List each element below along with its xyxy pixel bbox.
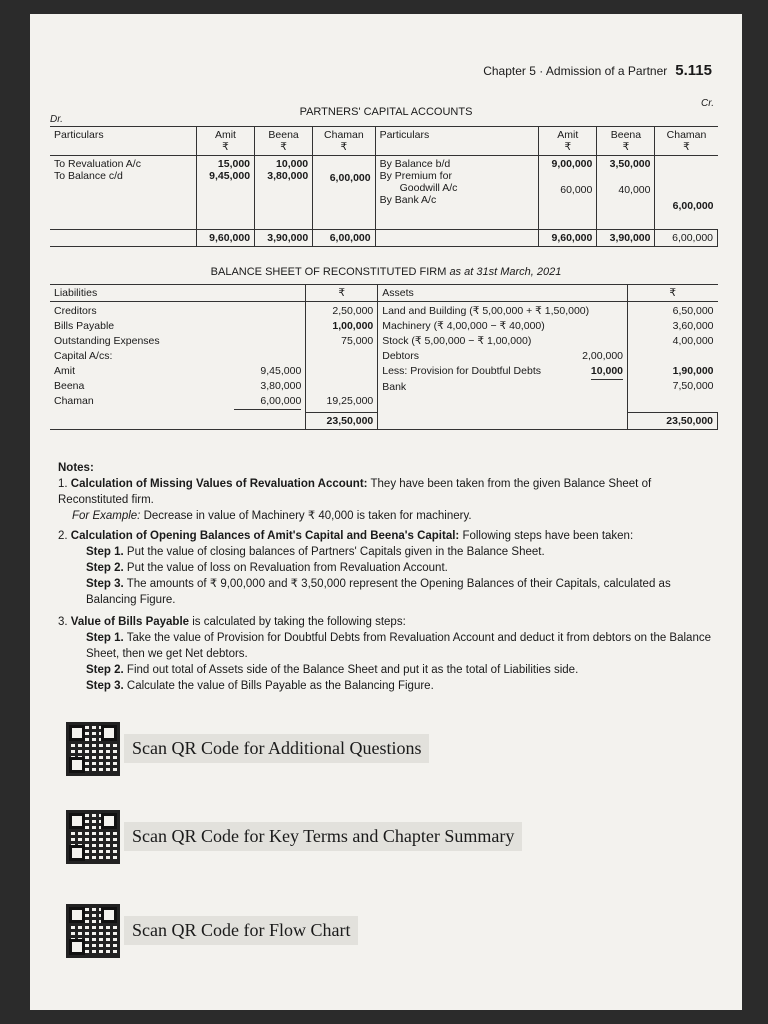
rupee-symbol: ₹ [622, 141, 630, 153]
assets-rupee-header: ₹ [628, 285, 718, 302]
liabilities-rupee-header: ₹ [306, 285, 378, 302]
capital-beena-label: Beena [54, 380, 85, 392]
machinery-amount: 3,60,000 [672, 320, 714, 332]
page-number: 5.115 [675, 62, 712, 79]
bank-label: Bank [382, 381, 407, 393]
balance-sheet-title-text: BALANCE SHEET OF RECONSTITUTED FIRM [210, 266, 447, 278]
creditors-amount: 2,50,000 [332, 305, 374, 317]
step-label: Step 1. [86, 546, 124, 558]
qr-label-flow-chart: Scan QR Code for Flow Chart [124, 916, 358, 945]
note-3-step [58, 678, 718, 694]
balance-sheet-date: as at 31st March, 2021 [449, 266, 562, 278]
cr-amount: 3,50,000 [609, 158, 651, 170]
cr-row-label: By Bank A/c [379, 194, 437, 206]
note-3-step [58, 630, 718, 662]
land-building-label: Land and Building (₹ 5,00,000 + ₹ 1,50,000) [382, 305, 590, 317]
dr-amit-header: Amit [214, 129, 236, 141]
cr-amount: 40,000 [618, 184, 651, 196]
outstanding-expenses-amount: 75,000 [341, 335, 374, 347]
rupee-symbol: ₹ [564, 141, 572, 153]
note-1-text: They have been taken from the given Balance Sheet of Reconstituted firm. [58, 478, 652, 506]
creditors-label: Creditors [54, 305, 97, 317]
step-label: Step 3. [86, 578, 124, 590]
capital-amit-label: Amit [54, 365, 75, 377]
step-label: Step 2. [86, 664, 124, 676]
cr-particulars-header: Particulars [379, 129, 430, 141]
note-2-heading: Calculation of Opening Balances of Amit's Capital and Beena's Capital: [70, 530, 460, 542]
machinery-label: Machinery (₹ 4,00,000 − ₹ 40,000) [382, 320, 545, 332]
assets-header: Assets [378, 285, 628, 302]
note-3-step [58, 662, 718, 678]
step-text: Take the value of Provision for Doubtful Debts from Revaluation Account and deduct it from debtors on the Balance Sheet, then we get Net debtors. [86, 632, 711, 660]
cr-amount: 9,00,000 [551, 158, 593, 170]
dr-amount: 10,000 [276, 158, 309, 170]
dr-particulars-header: Particulars [54, 129, 104, 141]
balance-sheet-body-row [50, 302, 718, 413]
capital-beena-amount: 3,80,000 [260, 380, 302, 392]
qr-code-additional-questions[interactable] [66, 722, 120, 776]
note-1-heading: Calculation of Missing Values of Revaluation Account: [70, 478, 368, 490]
balance-sheet-title [30, 266, 742, 278]
cr-amount: 6,00,000 [672, 200, 714, 212]
dr-beena-header: Beena [268, 129, 299, 141]
note-number: 1. [58, 478, 68, 490]
rupee-symbol: ₹ [222, 141, 229, 153]
cr-amount: 60,000 [560, 184, 593, 196]
rupee-symbol: ₹ [280, 141, 287, 153]
note-2-text: Following steps have been taken: [462, 530, 634, 542]
liabilities-header: Liabilities [54, 287, 98, 299]
example-text: Decrease in value of Machinery ₹ 40,000 is taken for machinery. [143, 510, 472, 522]
cr-row-label: By Premium for [379, 170, 452, 182]
cr-row-label: By Balance b/d [379, 158, 451, 170]
dr-total-beena: 3,90,000 [255, 230, 313, 247]
capital-chaman-label: Chaman [54, 395, 94, 407]
dr-row-label: To Balance c/d [54, 170, 123, 182]
provision-label: Less: Provision for Doubtful Debts [382, 365, 541, 377]
debtors-label: Debtors [382, 350, 420, 362]
debtors-amount: 2,00,000 [582, 350, 624, 362]
outstanding-expenses-label: Outstanding Expenses [54, 335, 160, 347]
cr-beena-header: Beena [610, 129, 642, 141]
chapter-title: Chapter 5 · Admission of a Partner [483, 64, 668, 78]
dr-amount: 9,45,000 [209, 170, 251, 182]
bills-payable-label: Bills Payable [54, 320, 115, 332]
dr-amount: 6,00,000 [329, 172, 371, 184]
qr-code-flow-chart[interactable] [66, 904, 120, 958]
note-2 [58, 528, 718, 544]
dr-row-label: To Revaluation A/c [54, 158, 141, 170]
dr-amount: 15,000 [217, 158, 251, 170]
stock-amount: 4,00,000 [672, 335, 714, 347]
provision-amount: 10,000 [591, 364, 623, 380]
note-1 [58, 476, 718, 508]
book-page [30, 14, 742, 1010]
capital-accounts-label: Capital A/cs: [54, 350, 113, 362]
qr-label-additional-questions: Scan QR Code for Additional Questions [124, 734, 429, 763]
capital-total-amount: 19,25,000 [326, 395, 374, 407]
note-2-step [58, 560, 718, 576]
step-text: Put the value of loss on Revaluation from Revaluation Account. [126, 562, 448, 574]
step-text: Find out total of Assets side of the Balance Sheet and put it as the total of Liabilities side. [126, 664, 579, 676]
debit-label: Dr. [50, 114, 63, 125]
note-3-text: is calculated by taking the following steps: [192, 616, 406, 628]
balance-sheet-total-row [50, 412, 718, 429]
cr-chaman-header: Chaman [666, 129, 707, 141]
note-number: 3. [58, 616, 68, 628]
step-text: Calculate the value of Bills Payable as the Balancing Figure. [126, 680, 434, 692]
dr-total-amit: 9,60,000 [196, 230, 254, 247]
step-label: Step 2. [86, 562, 124, 574]
notes-heading: Notes: [58, 462, 94, 474]
capital-accounts-table [50, 126, 718, 247]
capital-amit-amount: 9,45,000 [260, 365, 302, 377]
cr-total-chaman: 6,00,000 [655, 230, 718, 247]
dr-total-chaman: 6,00,000 [313, 230, 375, 247]
cr-amit-header: Amit [557, 129, 579, 141]
land-building-amount: 6,50,000 [672, 305, 714, 317]
capital-total-row [50, 230, 718, 247]
step-text: Put the value of closing balances of Partners' Capitals given in the Balance Sheet. [126, 546, 545, 558]
note-3 [58, 614, 718, 630]
rupee-symbol: ₹ [683, 141, 690, 153]
stock-label: Stock (₹ 5,00,000 − ₹ 1,00,000) [382, 335, 532, 347]
qr-code-key-terms[interactable] [66, 810, 120, 864]
bills-payable-amount: 1,00,000 [332, 320, 374, 332]
bank-amount: 7,50,000 [672, 380, 714, 392]
capital-chaman-amount: 6,00,000 [234, 394, 301, 410]
liabilities-total: 23,50,000 [306, 412, 378, 429]
example-label: For Example: [72, 510, 141, 522]
net-debtors-amount: 1,90,000 [672, 365, 714, 377]
dr-chaman-header: Chaman [324, 129, 364, 141]
note-number: 2. [58, 530, 68, 542]
assets-total: 23,50,000 [628, 412, 718, 429]
balance-sheet-header-row [50, 285, 718, 302]
qr-label-key-terms: Scan QR Code for Key Terms and Chapter Summary [124, 822, 522, 851]
rupee-symbol: ₹ [340, 141, 348, 153]
note-2-step [58, 544, 718, 560]
capital-body-row [50, 156, 718, 230]
note-2-step [58, 576, 718, 608]
page-header [483, 62, 712, 79]
credit-label: Cr. [701, 98, 714, 109]
cr-total-beena: 3,90,000 [597, 230, 655, 247]
cr-total-amit: 9,60,000 [539, 230, 597, 247]
step-label: Step 3. [86, 680, 124, 692]
notes-section [58, 460, 718, 694]
capital-accounts-title: PARTNERS' CAPITAL ACCOUNTS [299, 106, 473, 118]
step-label: Step 1. [86, 632, 124, 644]
balance-sheet-table [50, 284, 718, 430]
cr-row-label: Goodwill A/c [399, 182, 458, 194]
note-1-example [58, 508, 718, 524]
note-3-heading: Value of Bills Payable [70, 616, 190, 628]
step-text: The amounts of ₹ 9,00,000 and ₹ 3,50,000 represent the Opening Balances of their Capitals, calculated as Balancing Figure. [86, 578, 671, 606]
capital-header-row [50, 127, 718, 156]
dr-amount: 3,80,000 [267, 170, 309, 182]
